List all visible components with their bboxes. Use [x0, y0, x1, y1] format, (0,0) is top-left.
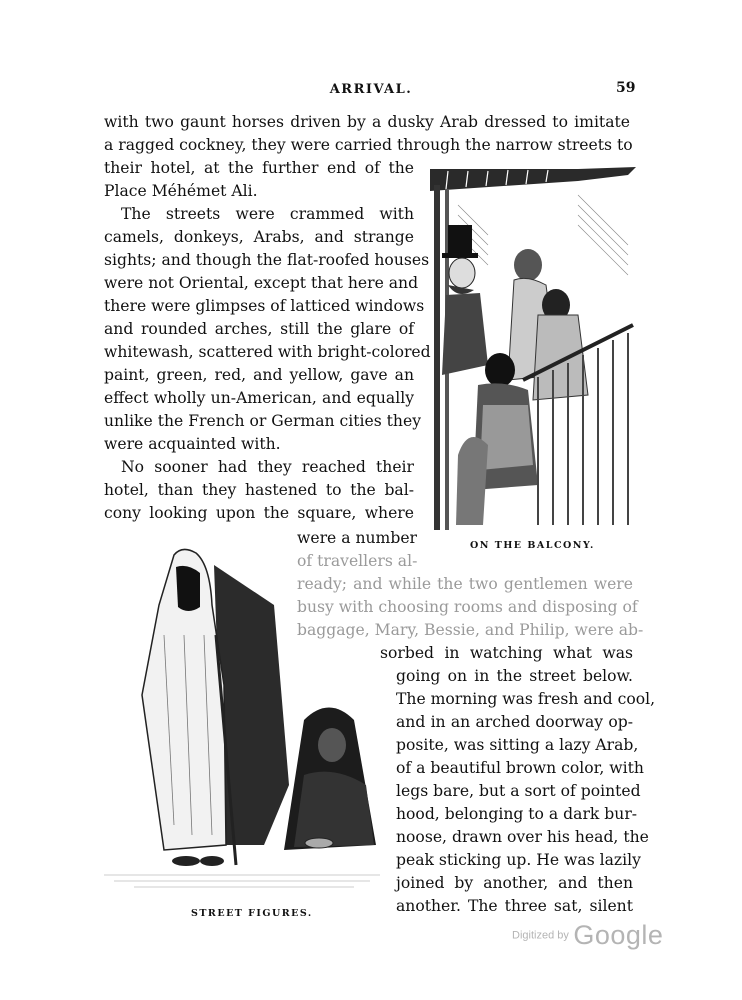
text-line: going on in the street below.: [396, 667, 633, 685]
text-line: camels, donkeys, Arabs, and strange: [104, 228, 414, 246]
text-line: hood, belonging to a dark bur-: [396, 805, 638, 823]
digitized-watermark: [512, 920, 663, 951]
text-line: noose, drawn over his head, the: [396, 828, 649, 846]
text-line: ready; and while the two gentlemen were: [297, 575, 633, 593]
text-line: No sooner had they reached their: [121, 458, 414, 476]
street-figures-illustration: [104, 545, 380, 895]
text-line: posite, was sitting a lazy Arab,: [396, 736, 639, 754]
text-line: a ragged cockney, they were carried through the narrow streets to: [104, 136, 633, 154]
google-logo: Google: [573, 920, 664, 950]
text-line: their hotel, at the further end of the: [104, 159, 414, 177]
watermark-prefix: Digitized by: [512, 929, 569, 942]
text-line: hotel, than they hastened to the bal-: [104, 481, 414, 499]
text-line: sights; and though the flat-roofed houses: [104, 251, 430, 269]
text-line: busy with choosing rooms and disposing of: [297, 598, 638, 616]
text-line: cony looking upon the square, where: [104, 504, 414, 522]
text-line: there were glimpses of latticed windows: [104, 297, 425, 315]
text-line: paint, green, red, and yellow, gave an: [104, 366, 414, 384]
text-line: baggage, Mary, Bessie, and Philip, were ab-: [297, 621, 644, 639]
text-line: whitewash, scattered with bright-colored: [104, 343, 431, 361]
text-line: legs bare, but a sort of pointed: [396, 782, 641, 800]
text-line: and in an arched doorway op-: [396, 713, 633, 731]
text-line: The morning was fresh and cool,: [396, 690, 656, 708]
text-line: with two gaunt horses driven by a dusky Arab dressed to imitate: [104, 113, 630, 131]
text-line: peak sticking up. He was lazily: [396, 851, 641, 869]
text-line: sorbed in watching what was: [380, 644, 633, 662]
text-line: of travellers al-: [297, 552, 418, 570]
text-line: were not Oriental, except that here and: [104, 274, 419, 292]
text-line: joined by another, and then: [396, 874, 633, 892]
balcony-caption: ON THE BALCONY.: [470, 540, 595, 551]
running-head: ARRIVAL.: [329, 82, 413, 97]
text-line: of a beautiful brown color, with: [396, 759, 644, 777]
text-line: effect wholly un-American, and equally: [104, 389, 414, 407]
text-line: were a number: [297, 529, 418, 547]
text-line: were acquainted with.: [104, 435, 281, 453]
page-number: 59: [616, 80, 636, 96]
street-figures-caption: STREET FIGURES.: [191, 908, 313, 919]
text-line: unlike the French or German cities they: [104, 412, 421, 430]
text-line: The streets were crammed with: [121, 205, 414, 223]
balcony-illustration: [428, 165, 638, 530]
text-line: and rounded arches, still the glare of: [104, 320, 414, 338]
text-line: another. The three sat, silent: [396, 897, 633, 915]
text-line: Place Méhémet Ali.: [104, 182, 258, 200]
